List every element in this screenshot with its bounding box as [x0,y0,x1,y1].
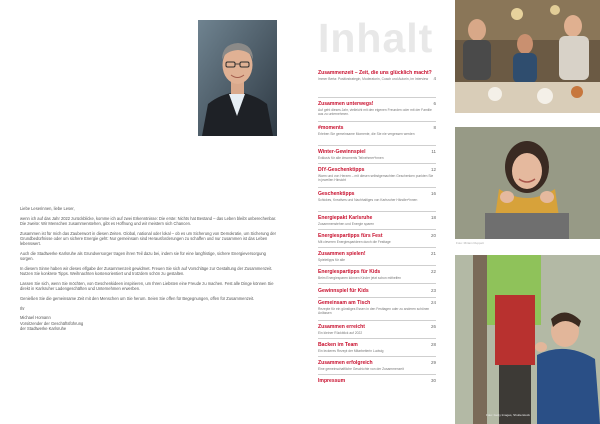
toc-entry[interactable] [318,215,436,226]
toc-entry-page: 30 [430,378,436,383]
toc-entry-title: Gewinnspiel für Kids [318,288,369,294]
toc-entry-page: 21 [430,251,436,256]
toc-entry-subtitle: Erleben Sie gemeinsame Momente, die Sie nie vergessen werden [318,131,415,136]
editorial-text [20,206,280,331]
toc-divider [318,283,436,284]
toc-entry[interactable] [318,167,436,182]
toc-entry-subtitle: Exklusiv für alle #moments Teilnehmer*innen [318,155,384,160]
photo-credit: Foto: Miriam Ruppelt [456,241,484,245]
toc-entry[interactable] [318,300,436,315]
toc-entry-page: 8 [433,125,436,130]
photo-credit: Foto: Getty Images, Shutterstock [486,413,530,417]
toc-divider [318,121,436,122]
editorial-role: der Stadtwerke Karlsruhe [20,325,67,331]
toc-entry-title: Geschenktipps [318,191,355,197]
toc-divider [318,187,436,188]
toc-entry[interactable] [318,288,436,294]
toc-entry-title: Zusammen unterwegs! [318,101,374,107]
photo-kids-outdoors [455,255,600,424]
toc-entry-subtitle: Zusammenstehen und Energie sparen [318,221,375,226]
toc-entry-title: #moments [318,125,344,131]
toc-entry[interactable] [318,149,436,160]
toc-divider [318,374,436,375]
toc-entry-title: Zusammen erreicht [318,324,365,330]
toc-entry-page: 20 [430,233,436,238]
toc-entry-subtitle: Immer Berta: Positivstrategin, Moderatorin, Coach und Autorin, im Interview [318,76,429,81]
toc-entry-page: 12 [430,167,436,172]
toc-entry-title: Energiespartipps für Kids [318,269,381,275]
editorial-paragraph: Ihr [20,305,25,311]
toc-entry-page: 22 [430,269,436,274]
toc-entry-subtitle: Warm und von Herzen – mit diesen selbstgemachten Geschenken punkten Sie in jeweilen Hinsicht [318,173,434,182]
toc-entry-subtitle: Eine gemeinschaftliche Geschichte von der Zusammenzeit [318,366,404,371]
toc-heading: Inhalt [318,15,434,61]
toc-entry-title: Winter-Gewinnspiel [318,149,366,155]
toc-entry-title: Gemeinsam am Tisch [318,300,371,306]
editorial-paragraph: In diesem Sinne haben wir dieses elfgabe der Zusammenzeit gewidmet. Freuen Sie sich auf Vorschläge zur Gestaltung der Zusammenzeit. Nutzen Sie konkrete Tipps. Weihnachten kostenorientiert und trotzdem schön zu gestalten. [20,265,273,277]
toc-entry-title: Zusammen spielen! [318,251,366,257]
portrait-photo [198,20,277,136]
toc-divider [318,145,436,146]
toc-entry-page: 28 [430,342,436,347]
toc-entry-title: Zusammenzeit – Zeit, die uns glücklich macht? [318,70,432,76]
toc-entry[interactable] [318,360,436,371]
toc-entry-page: 6 [433,101,436,106]
toc-entry-page: 4 [433,76,436,81]
toc-entry-page: 24 [430,300,436,305]
toc-entry[interactable] [318,269,436,280]
toc-entry[interactable] [318,324,436,335]
toc-divider [318,247,436,248]
toc-divider [318,338,436,339]
toc-entry-subtitle: Auf geht dieses Jahr, vielleicht mit den eigenen Freunden oder mit der Familie aus zu unternehmen. [318,107,432,116]
editorial-salutation: Liebe Leserinnen, liebe Leser, [20,206,75,211]
toc-entry-page: 29 [430,360,436,365]
toc-entry-title: Impressum [318,378,346,384]
toc-entry-subtitle: Spieletipps für alle [318,257,345,262]
toc-entry-subtitle: Mit cleveren Energiesparideen durch die Festtage [318,239,391,244]
editorial-signature: Michael Homann [20,315,51,321]
toc-entry[interactable] [318,125,436,136]
toc-entry-subtitle: Ein leckeres Rezept der Mitarbeiterin Ludwig [318,348,384,353]
editorial-role: Vorsitzender der Geschäftsführung [20,320,84,326]
toc-divider [318,211,436,212]
editorial-paragraph: Genießen Sie die gemeinsame Zeit mit den Menschen um Sie herum. Seien Sie offen für Begegnungen, offen für Zusammenzeit. [20,295,255,301]
toc-entry[interactable] [318,342,436,353]
toc-entry[interactable] [318,233,436,244]
toc-entry-title: Energiespartipps fürs Fest [318,233,383,239]
toc-divider [318,297,436,298]
editorial-paragraph: Lassen Sie sich, wenn Sie möchten, von Geschenkideen inspirieren, um Ihren Liebsten eine Freude zu machen. Fest alle Dinge können Sie direkt in Karlsruher Ladengeschäften und Unternehmen erwerben. [20,280,274,292]
editorial-paragraph: wenn ich auf das Jahr 2022 zurückblicke, komme ich auf zwei Erkenntnisse: Die erste: Nichts hat Bestand – das Leben bleibt unberechenbar. Die zweite: Wir Menschen zusammenstehen, gibt es Hoffnung und wir meistern sich Chancen. [20,215,277,226]
toc-divider [318,356,436,357]
toc-entry-page: 16 [430,191,436,196]
photo-woman-scarf [455,127,600,239]
toc-entry-subtitle: Rezepte für ein günstiges Essen in den Festtagen oder zu anderen schönen Anlässen [318,306,430,315]
toc-divider [318,97,436,98]
editorial-paragraph: Auch die Stadtwerke Karlsruhe als Grundversorger tragen ihren Teil dazu bei, indem sie für eine langfristige, sichere Energieversorgung sorgen. [20,250,266,262]
toc-entry-title: Zusammen erfolgreich [318,360,373,366]
toc-entry-subtitle: Ein kleiner Rückblick auf 2022 [318,330,363,335]
photo-dinner-party [455,0,600,113]
toc-entry-page: 26 [430,324,436,329]
toc-entry-title: Backen im Team [318,342,358,348]
toc-entry[interactable] [318,70,436,81]
toc-entry-title: DIY-Geschenktipps [318,167,365,173]
toc-divider [318,163,436,164]
toc-entry-title: Energiepakt Karlsruhe [318,215,373,221]
toc-divider [318,229,436,230]
toc-entry-page: 11 [431,149,436,154]
toc-entry-subtitle: Schickes, Kreatives und Nachhaltiges von Karlsruher Händler*innen [318,197,418,202]
toc-divider [318,265,436,266]
editorial-paragraph: Zusammen ist für mich das Zauberwort in diesen Zeiten. Global, national oder lokal – ob es um Sicherung von Demokratie, um Sicherung der Grundbedürfnisse oder um sichere Energie geht: Nur gemeinsam sind Herausforderungen zu schaffen und nur zusammen ist das Leben lebenswert. [20,230,276,247]
toc-entry[interactable] [318,251,436,262]
toc-entry[interactable] [318,191,436,202]
toc-entry-page: 23 [430,288,436,293]
toc-entry-subtitle: Beim Energiesparen können Kinder jetzt schon mithelfen [318,275,402,280]
toc-divider [318,320,436,321]
toc-entry[interactable] [318,378,436,384]
toc-entry-page: 18 [430,215,436,220]
toc-entry[interactable] [318,101,436,116]
